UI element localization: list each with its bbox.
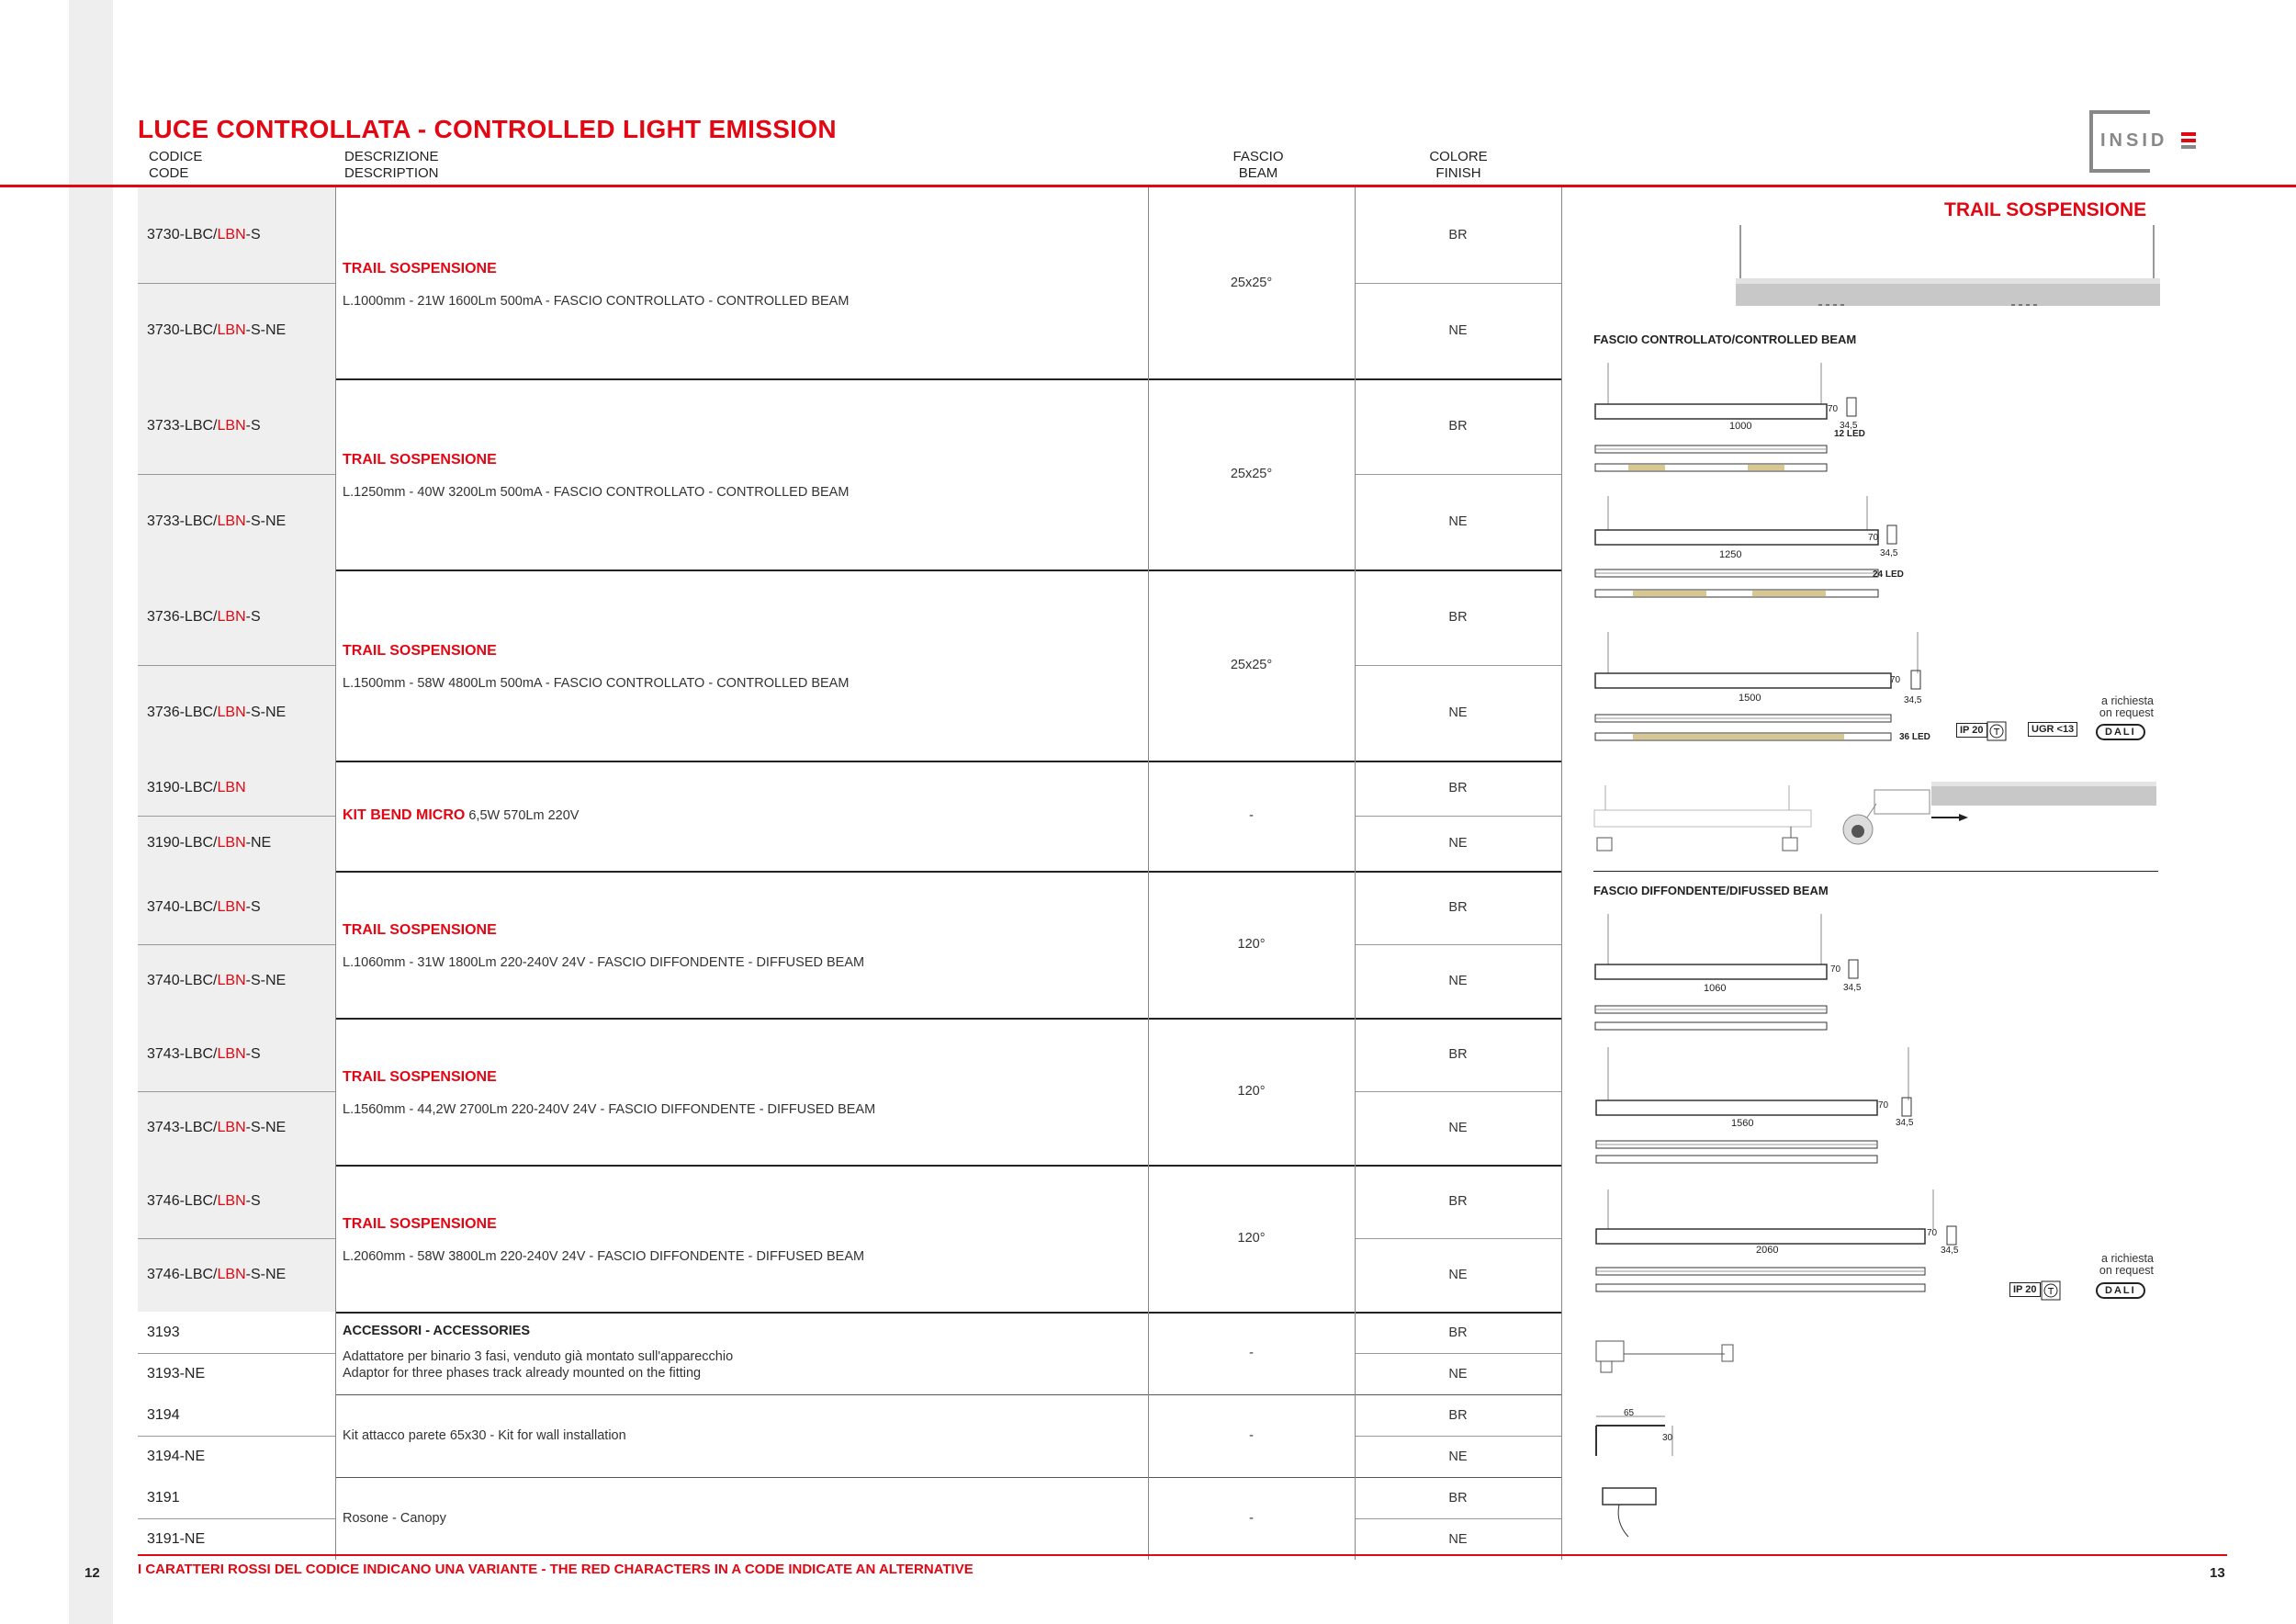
code-suffix: -S [245, 1193, 261, 1209]
ip20-badge-b: IP 20 [2009, 1282, 2041, 1297]
dim-345-f: 34,5 [1941, 1246, 1959, 1256]
code-variant: LBN [217, 1193, 246, 1209]
led-24: 24 LED [1873, 570, 1904, 580]
product-code [138, 187, 335, 283]
finish-ne: NE [1448, 974, 1468, 988]
beam-value: - [1249, 1511, 1254, 1526]
beam-value: - [1249, 808, 1254, 823]
code-base: 3740-LBC/ [147, 899, 218, 915]
product-spec: L.1250mm - 40W 3200Lm 500mA - FASCIO CONTROLLATO - CONTROLLED BEAM [343, 485, 850, 500]
dim-70-b: 70 [1868, 533, 1879, 543]
product-spec: L.1000mm - 21W 1600Lm 500mA - FASCIO CONTROLLATO - CONTROLLED BEAM [343, 294, 850, 309]
finish-ne: NE [1448, 1449, 1468, 1464]
code-variant: LBN [217, 973, 246, 988]
header-code-en: CODE [149, 165, 189, 181]
product-code-ne [138, 944, 335, 1018]
finish-br: BR [1448, 900, 1468, 915]
t-rating-icon-b [2041, 1280, 2061, 1301]
code-base: 3736-LBC/ [147, 705, 218, 720]
code-base: 3730-LBC/ [147, 227, 218, 242]
page-title: LUCE CONTROLLATA - CONTROLLED LIGHT EMISSION [138, 115, 837, 143]
code-suffix: -S [245, 227, 261, 242]
row-sep [138, 1238, 335, 1239]
led-36: 36 LED [1899, 732, 1930, 742]
product-name: TRAIL SOSPENSIONE [343, 452, 497, 468]
header-finish-it: COLORE [1429, 149, 1488, 164]
product-code [138, 570, 335, 665]
finish-br: BR [1448, 1407, 1468, 1423]
brand-logo [2089, 110, 2198, 173]
on-request-it-b: a richiesta [2101, 1252, 2154, 1265]
row-sep [138, 1091, 335, 1092]
product-code-ne [138, 665, 335, 761]
code-variant: LBN [217, 1046, 246, 1062]
row-sep [138, 1436, 335, 1437]
product-spec: L.2060mm - 58W 3800Lm 220-240V 24V - FASCIO DIFFONDENTE - DIFFUSED BEAM [343, 1249, 865, 1264]
header-finish-en: FINISH [1435, 165, 1481, 181]
t-rating-icon-a [1986, 721, 2007, 741]
column-line [1148, 187, 1149, 1560]
accessory-code-ne: 3194-NE [138, 1436, 335, 1477]
beam-value: - [1249, 1346, 1254, 1360]
drawing-1500 [1592, 632, 1941, 747]
on-request-note-b [2066, 1253, 2154, 1277]
accessory-description [335, 1323, 1148, 1382]
header-finish [1422, 149, 1495, 182]
page-number-left: 12 [84, 1565, 100, 1581]
code-variant: LBN [217, 609, 246, 625]
code-variant: LBN [217, 227, 246, 242]
dim-70-e: 70 [1878, 1100, 1889, 1111]
accessory-code: 3191 [138, 1477, 335, 1518]
code-base: 3733-LBC/ [147, 418, 218, 434]
row-sep [138, 283, 335, 284]
logo-e-icon [2181, 132, 2196, 149]
dim-65: 65 [1624, 1408, 1635, 1418]
finish-ne: NE [1448, 1268, 1468, 1282]
finish-ne: NE [1448, 1121, 1468, 1135]
section-controlled-beam: FASCIO CONTROLLATO/CONTROLLED BEAM [1593, 333, 1857, 346]
footer-divider [138, 1554, 2227, 1556]
product-name: TRAIL SOSPENSIONE [343, 1069, 497, 1085]
product-code [138, 871, 335, 944]
on-request-it-a: a richiesta [2101, 694, 2154, 707]
ugr-badge [2028, 722, 2077, 737]
accessory-heading: ACCESSORI - ACCESSORIES [343, 1324, 531, 1338]
header-code [149, 149, 202, 182]
dim-345-c: 34,5 [1904, 695, 1922, 705]
product-photo-suspension [1731, 225, 2163, 312]
accessory-description: Kit attacco parete 65x30 - Kit for wall installation [343, 1428, 626, 1443]
product-family-title: TRAIL SOSPENSIONE [1944, 199, 2147, 220]
code-base: 3190-LBC/ [147, 835, 218, 851]
header-beam-en: BEAM [1238, 165, 1278, 181]
code-base: 3740-LBC/ [147, 973, 218, 988]
code-base: 3730-LBC/ [147, 322, 218, 338]
page-number-right: 13 [2210, 1565, 2225, 1581]
product-code [138, 761, 335, 816]
code-base: 3736-LBC/ [147, 609, 218, 625]
finish-ne: NE [1448, 323, 1468, 338]
product-description [335, 1216, 1148, 1264]
drawing-1000 [1592, 354, 1922, 478]
product-description [335, 922, 1148, 970]
code-variant: LBN [217, 322, 246, 338]
code-base: 3746-LBC/ [147, 1193, 218, 1209]
product-code-ne [138, 1238, 335, 1312]
code-base: 3746-LBC/ [147, 1267, 218, 1282]
dim-2060: 2060 [1756, 1245, 1779, 1256]
accessory-line-en: Adaptor for three phases track already mounted on the fitting [343, 1366, 702, 1381]
dim-70-d: 70 [1830, 964, 1841, 975]
finish-br: BR [1448, 228, 1468, 242]
row-sep [138, 1353, 335, 1354]
row-sep [138, 944, 335, 945]
drawing-1060 [1592, 914, 1922, 1033]
product-name: KIT BEND MICRO [343, 807, 466, 823]
beam-value: 120° [1237, 1231, 1266, 1246]
finish-ne: NE [1448, 1531, 1468, 1547]
beam-value: 25x25° [1230, 467, 1273, 481]
product-code-ne [138, 816, 335, 871]
row-sep [138, 816, 335, 817]
product-description [335, 261, 1148, 309]
product-code-ne [138, 283, 335, 378]
drawing-1250 [1592, 487, 1922, 602]
header-code-it: CODICE [149, 149, 203, 164]
accessory-code-ne: 3193-NE [138, 1353, 335, 1394]
footnote: I CARATTERI ROSSI DEL CODICE INDICANO UNA VARIANTE - THE RED CHARACTERS IN A CODE INDICATE AN ALTERNATIVE [138, 1562, 974, 1577]
beam-value: 120° [1237, 937, 1266, 952]
product-name: TRAIL SOSPENSIONE [343, 261, 497, 276]
ugr-label: UGR [2032, 724, 2054, 735]
code-variant: LBN [217, 513, 246, 529]
beam-value: 120° [1237, 1084, 1266, 1099]
ip20-badge-a: IP 20 [1956, 723, 1987, 738]
code-suffix: -S-NE [245, 705, 287, 720]
dim-1250: 1250 [1719, 549, 1742, 560]
accessory-description: Rosone - Canopy [343, 1511, 446, 1526]
on-request-en-b: on request [2099, 1264, 2154, 1277]
product-code [138, 1018, 335, 1091]
accessory-line-it: Adattatore per binario 3 fasi, venduto già montato sull'apparecchio [343, 1349, 734, 1364]
logo-text: INSID [2100, 130, 2168, 151]
dim-30: 30 [1662, 1433, 1673, 1443]
header-beam-it: FASCIO [1232, 149, 1284, 164]
finish-br: BR [1448, 781, 1468, 795]
page-sidebar-strip [69, 0, 113, 1624]
product-code-ne [138, 1091, 335, 1165]
finish-br: BR [1448, 1325, 1468, 1340]
row-sep [138, 1518, 335, 1519]
product-code [138, 378, 335, 474]
code-suffix: -S-NE [245, 973, 287, 988]
dali-badge-b: DALI [2096, 1282, 2145, 1299]
product-code-ne [138, 474, 335, 570]
on-request-en-a: on request [2099, 706, 2154, 719]
dim-1060: 1060 [1704, 983, 1727, 994]
beam-value: 25x25° [1230, 276, 1273, 290]
finish-ne: NE [1448, 836, 1468, 851]
product-description [335, 1069, 1148, 1117]
code-variant: LBN [217, 899, 246, 915]
beam-value: - [1249, 1428, 1254, 1443]
accessory-code: 3194 [138, 1394, 335, 1436]
code-base: 3743-LBC/ [147, 1120, 218, 1135]
product-description [335, 452, 1148, 500]
dim-70-f: 70 [1927, 1228, 1938, 1238]
code-variant: LBN [217, 1267, 246, 1282]
product-spec: L.1500mm - 58W 4800Lm 500mA - FASCIO CONTROLLATO - CONTROLLED BEAM [343, 676, 850, 691]
row-sep [138, 474, 335, 475]
ugr-value: <13 [2056, 724, 2075, 735]
dim-345-e: 34,5 [1896, 1118, 1914, 1128]
drawing-canopy [1592, 1486, 1665, 1541]
product-spec: L.1060mm - 31W 1800Lm 220-240V 24V - FASCIO DIFFONDENTE - DIFFUSED BEAM [343, 955, 865, 970]
row-sep [138, 665, 335, 666]
drawing-kit-bend [1592, 767, 2161, 859]
finish-br: BR [1448, 1194, 1468, 1209]
finish-br: BR [1448, 419, 1468, 434]
finish-br: BR [1448, 610, 1468, 625]
led-12: 12 LED [1834, 429, 1865, 439]
accessory-code: 3193 [138, 1312, 335, 1353]
code-variant: LBN [217, 418, 246, 434]
code-base: 3743-LBC/ [147, 1046, 218, 1062]
dim-345-d: 34,5 [1843, 983, 1862, 993]
code-base: 3733-LBC/ [147, 513, 218, 529]
code-suffix: -S [245, 609, 261, 625]
product-name: TRAIL SOSPENSIONE [343, 643, 497, 659]
section-diffused-beam: FASCIO DIFFONDENTE/DIFUSSED BEAM [1593, 884, 1829, 897]
beam-value: 25x25° [1230, 658, 1273, 672]
column-line [1561, 187, 1562, 1560]
header-description [344, 149, 439, 182]
code-suffix: -S-NE [245, 1267, 287, 1282]
svg-text:T: T [1994, 727, 2000, 738]
finish-br: BR [1448, 1490, 1468, 1506]
code-variant: LBN [217, 835, 246, 851]
dim-1560: 1560 [1731, 1118, 1754, 1129]
code-suffix: -S [245, 1046, 261, 1062]
dim-70-c: 70 [1890, 675, 1901, 685]
drawing-adaptor [1592, 1334, 1739, 1380]
header-beam [1221, 149, 1295, 182]
drawings-divider [1593, 871, 2158, 872]
code-suffix: -S-NE [245, 322, 287, 338]
svg-text:T: T [2048, 1287, 2054, 1297]
finish-br: BR [1448, 1047, 1468, 1062]
finish-ne: NE [1448, 1366, 1468, 1382]
dim-1500: 1500 [1739, 693, 1761, 704]
code-suffix: -NE [245, 835, 272, 851]
header-desc-it: DESCRIZIONE [344, 149, 439, 164]
product-spec: 6,5W 570Lm 220V [468, 808, 580, 823]
code-variant: LBN [217, 1120, 246, 1135]
product-description [335, 761, 1148, 871]
product-name: TRAIL SOSPENSIONE [343, 922, 497, 938]
code-suffix: -S-NE [245, 1120, 287, 1135]
product-spec: L.1560mm - 44,2W 2700Lm 220-240V 24V - FASCIO DIFFONDENTE - DIFFUSED BEAM [343, 1102, 876, 1117]
code-suffix: -S [245, 418, 261, 434]
code-variant: LBN [217, 705, 246, 720]
column-line [335, 187, 336, 1560]
on-request-note-a [2066, 695, 2154, 719]
column-line [1355, 187, 1356, 1560]
accessory-code-ne: 3191-NE [138, 1518, 335, 1560]
header-desc-en: DESCRIPTION [344, 165, 439, 181]
dali-badge-a: DALI [2096, 724, 2145, 740]
finish-ne: NE [1448, 705, 1468, 720]
finish-ne: NE [1448, 514, 1468, 529]
dim-1000: 1000 [1729, 421, 1752, 432]
dim-345-b: 34,5 [1880, 548, 1898, 558]
code-base: 3190-LBC/ [147, 780, 218, 795]
product-name: TRAIL SOSPENSIONE [343, 1216, 497, 1232]
dim-345-a: 34,5 [1840, 421, 1858, 431]
code-suffix: -S-NE [245, 513, 287, 529]
code-variant: LBN [217, 780, 246, 795]
product-description [335, 643, 1148, 691]
code-suffix: -S [245, 899, 261, 915]
dim-70-a: 70 [1828, 404, 1839, 414]
product-code [138, 1165, 335, 1238]
